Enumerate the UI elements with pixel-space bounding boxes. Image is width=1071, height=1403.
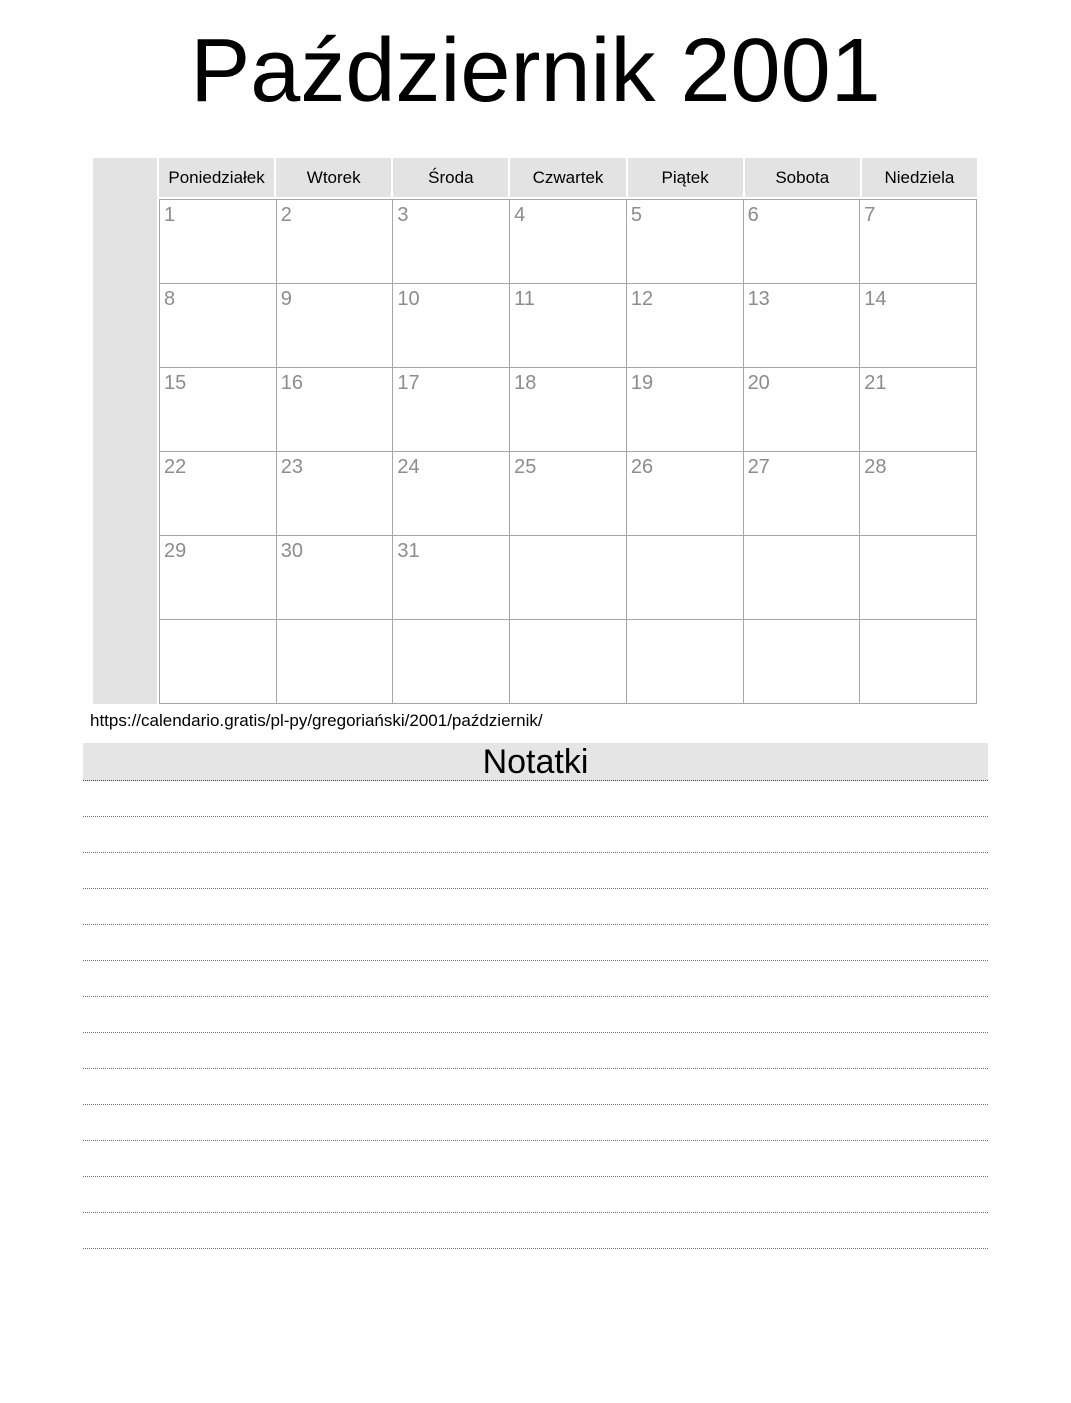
calendar-side-gutter xyxy=(93,158,157,704)
day-cell: 29 xyxy=(160,536,277,620)
day-cell: 20 xyxy=(744,368,861,452)
day-cell: 23 xyxy=(277,452,394,536)
source-url: https://calendario.gratis/pl-py/gregoriański/2001/październik/ xyxy=(90,711,543,730)
day-cell: 24 xyxy=(393,452,510,536)
day-cell: 13 xyxy=(744,284,861,368)
day-cell: 22 xyxy=(160,452,277,536)
weekday-header: Czwartek xyxy=(510,158,625,197)
note-line xyxy=(83,1177,988,1213)
day-cell xyxy=(627,620,744,704)
day-cell: 30 xyxy=(277,536,394,620)
day-cell: 19 xyxy=(627,368,744,452)
day-cell: 17 xyxy=(393,368,510,452)
calendar-grid xyxy=(159,199,977,704)
day-cell xyxy=(860,620,977,704)
day-cell xyxy=(744,536,861,620)
note-line xyxy=(83,1213,988,1249)
day-cell xyxy=(510,536,627,620)
notes-title-bar xyxy=(83,743,988,781)
day-cell xyxy=(627,536,744,620)
weekday-header: Niedziela xyxy=(862,158,977,197)
weekday-header: Sobota xyxy=(745,158,860,197)
note-line xyxy=(83,817,988,853)
weekday-header: Wtorek xyxy=(276,158,391,197)
day-cell: 8 xyxy=(160,284,277,368)
day-cell xyxy=(160,620,277,704)
day-cell: 11 xyxy=(510,284,627,368)
weekday-header: Środa xyxy=(393,158,508,197)
note-line xyxy=(83,1033,988,1069)
note-line xyxy=(83,997,988,1033)
weekday-header: Piątek xyxy=(628,158,743,197)
day-cell xyxy=(510,620,627,704)
note-line xyxy=(83,1069,988,1105)
day-cell: 28 xyxy=(860,452,977,536)
day-cell: 5 xyxy=(627,200,744,284)
note-line xyxy=(83,961,988,997)
day-cell: 21 xyxy=(860,368,977,452)
calendar-main xyxy=(159,158,977,704)
day-cell: 26 xyxy=(627,452,744,536)
weekday-header: Poniedziałek xyxy=(159,158,274,197)
day-cell xyxy=(860,536,977,620)
note-line xyxy=(83,1141,988,1177)
day-cell: 10 xyxy=(393,284,510,368)
day-cell xyxy=(744,620,861,704)
day-cell: 3 xyxy=(393,200,510,284)
calendar-table xyxy=(93,158,977,704)
day-cell: 6 xyxy=(744,200,861,284)
day-cell: 14 xyxy=(860,284,977,368)
day-cell: 18 xyxy=(510,368,627,452)
day-cell: 1 xyxy=(160,200,277,284)
day-cell xyxy=(393,620,510,704)
page-title: Październik 2001 xyxy=(190,21,881,121)
day-cell: 2 xyxy=(277,200,394,284)
day-cell: 12 xyxy=(627,284,744,368)
weekday-header-row xyxy=(159,158,977,197)
note-line xyxy=(83,925,988,961)
note-line xyxy=(83,1105,988,1141)
notes-title: Notatki xyxy=(482,743,589,781)
day-cell: 7 xyxy=(860,200,977,284)
day-cell: 27 xyxy=(744,452,861,536)
day-cell: 31 xyxy=(393,536,510,620)
day-cell: 16 xyxy=(277,368,394,452)
note-line xyxy=(83,889,988,925)
day-cell: 4 xyxy=(510,200,627,284)
note-line xyxy=(83,781,988,817)
day-cell xyxy=(277,620,394,704)
day-cell: 15 xyxy=(160,368,277,452)
note-line xyxy=(83,853,988,889)
notes-section xyxy=(83,743,988,1249)
day-cell: 25 xyxy=(510,452,627,536)
day-cell: 9 xyxy=(277,284,394,368)
